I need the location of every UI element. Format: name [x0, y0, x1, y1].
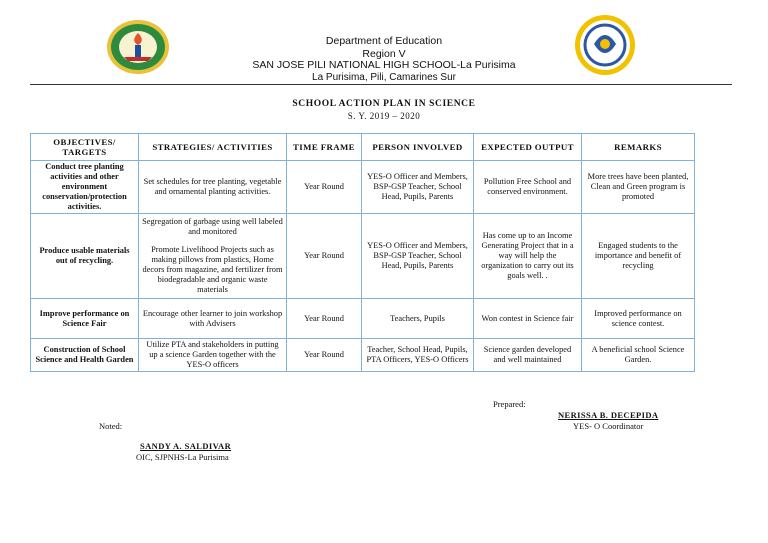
- strategy-text: Utilize PTA and stakeholders in putting up a science Garden together with the YES-O officers: [146, 340, 279, 369]
- noter-name: SANDY A. SALDIVAR: [140, 441, 232, 451]
- strategy-text: Set schedules for tree planting, vegetable and ornamental planting activities.: [143, 177, 282, 196]
- persons-cell: Teacher, School Head, Pupils, PTA Officers, YES-O Officers: [362, 339, 474, 372]
- expected-output-cell: Pollution Free School and conserved environment.: [474, 161, 582, 214]
- strategy-cell: [139, 214, 287, 299]
- time-frame-cell: Year Round: [287, 214, 362, 299]
- noter-title: OIC, SJPNHS-La Purisima: [136, 452, 229, 462]
- strategy-cell: [139, 161, 287, 214]
- remarks-cell: More trees have been planted, Clean and Green program is promoted: [582, 161, 695, 214]
- table-row: [31, 214, 695, 299]
- expected-output-cell: Science garden developed and well maintained: [474, 339, 582, 372]
- time-frame-cell: Year Round: [287, 339, 362, 372]
- col-header-strategies: STRATEGIES/ ACTIVITIES: [139, 134, 287, 161]
- objective-cell: Conduct tree planting activities and other environment conservation/protection activities.: [31, 161, 139, 214]
- table-row: [31, 299, 695, 339]
- strategy-text: Encourage other learner to join workshop with Advisers: [142, 308, 283, 328]
- noted-label: Noted:: [99, 421, 123, 431]
- time-frame-cell: Year Round: [287, 299, 362, 339]
- col-header-objectives: OBJECTIVES/ TARGETS: [31, 134, 139, 161]
- table-row: [31, 161, 695, 214]
- school-name: SAN JOSE PILI NATIONAL HIGH SCHOOL-La Purisima: [252, 59, 516, 71]
- persons-cell: YES-O Officer and Members, BSP-GSP Teacher, School Head, Pupils, Parents: [362, 161, 474, 214]
- strategy-text: Promote Livelihood Projects such as making pillows from plastics, Home decors from magazine, and fertilizer from biodegradable and organic waste materials: [142, 245, 283, 294]
- action-plan-table: [30, 133, 695, 372]
- objective-cell: Improve performance on Science Fair: [31, 299, 139, 339]
- school-address: La Purisima, Pili, Camarines Sur: [312, 72, 456, 83]
- objective-cell: Produce usable materials out of recycling.: [31, 214, 139, 299]
- col-header-expected-output: EXPECTED OUTPUT: [474, 134, 582, 161]
- strategy-cell: [139, 299, 287, 339]
- preparer-name: NERISSA B. DECEPIDA: [558, 410, 659, 420]
- strategy-text: Segregation of garbage using well labeled and monitored: [142, 217, 283, 236]
- header-divider: [30, 84, 732, 85]
- prepared-label: Prepared:: [493, 399, 526, 409]
- table-header-row: [31, 134, 695, 161]
- persons-cell: YES-O Officer and Members, BSP-GSP Teacher, School Head, Pupils, Parents: [362, 214, 474, 299]
- objective-cell: Construction of School Science and Health Garden: [31, 339, 139, 372]
- preparer-title: YES- O Coordinator: [573, 421, 644, 431]
- col-header-person-involved: PERSON INVOLVED: [362, 134, 474, 161]
- col-header-remarks: REMARKS: [582, 134, 695, 161]
- document-title: SCHOOL ACTION PLAN IN SCIENCE: [292, 99, 476, 109]
- expected-output-cell: Has come up to an Income Generating Project that in a way will help the organization to carry out its goals well. .: [474, 214, 582, 299]
- region-name: Region V: [362, 48, 406, 60]
- remarks-cell: Engaged students to the importance and benefit of recycling: [582, 214, 695, 299]
- col-header-time-frame: TIME FRAME: [287, 134, 362, 161]
- remarks-cell: A beneficial school Science Garden.: [582, 339, 695, 372]
- strategy-cell: [139, 339, 287, 372]
- time-frame-cell: Year Round: [287, 161, 362, 214]
- department-name: Department of Education: [325, 35, 443, 47]
- persons-cell: Teachers, Pupils: [362, 299, 474, 339]
- remarks-cell: Improved performance on science contest.: [582, 299, 695, 339]
- school-year: S. Y. 2019 – 2020: [347, 111, 421, 121]
- expected-output-cell: Won contest in Science fair: [474, 299, 582, 339]
- table-row: [31, 339, 695, 372]
